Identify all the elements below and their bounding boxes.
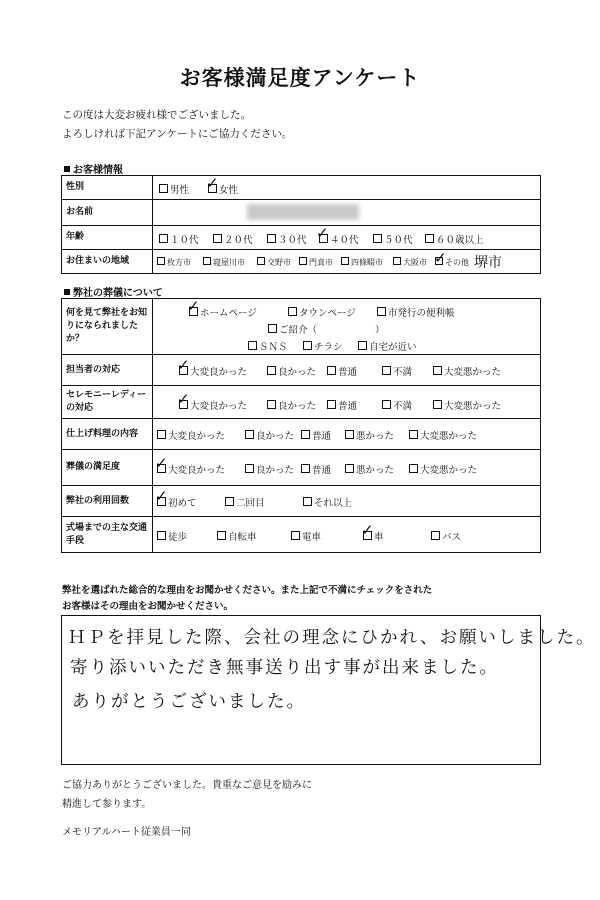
closing-line-1: ご協力ありがとうございました。貴重なご意見を励みに (62, 780, 312, 791)
option-katano[interactable]: 交野市 (257, 257, 291, 268)
closing-line-2: 精進して参ります。 (62, 799, 152, 810)
check-mark-icon: ✓ (155, 487, 168, 505)
intro-line-2: よろしければ下記アンケートにご協力ください。 (62, 128, 293, 140)
check-mark-icon: ✓ (434, 249, 447, 267)
transport-options (153, 517, 541, 553)
customer-info-table (61, 175, 541, 274)
food-label: 仕上げ料理の内容 (62, 419, 153, 450)
section-customer-info: お客様情報 (64, 161, 123, 176)
gender-label: 性別 (62, 176, 153, 200)
section-funeral: 弊社の葬儀について (64, 284, 163, 299)
check-mark-icon: ✓ (206, 174, 219, 192)
usage-label: 弊社の利用回数 (62, 486, 153, 517)
area-other-handwritten: 堺市 (474, 255, 502, 271)
option-good[interactable]: 良かった (245, 462, 294, 476)
option-average[interactable]: 普通 (327, 398, 357, 412)
gender-options (153, 176, 541, 200)
option-age-60plus[interactable]: ６０歳以上 (425, 232, 484, 246)
check-mark-icon: ✓ (187, 297, 200, 315)
redacted-name (247, 204, 359, 220)
option-female[interactable]: 女性 (208, 182, 238, 196)
option-very-bad[interactable]: 大変悪かった (433, 364, 501, 378)
option-sns[interactable]: ＳＮＳ (248, 339, 288, 353)
reason-note-line-1: 弊社を選ばれた総合的な理由をお聞かせください。また上記で不満にチェックをされた (62, 585, 433, 596)
option-dissatisfied[interactable]: 不満 (382, 398, 412, 412)
satisfaction-rating-options (153, 450, 541, 486)
comment-box[interactable] (61, 615, 596, 765)
option-very-good[interactable]: 大変良かった (157, 462, 225, 476)
staff-label: 担当者の対応 (62, 355, 153, 386)
option-bus[interactable]: バス (431, 529, 461, 543)
option-good[interactable]: 良かった (267, 398, 316, 412)
option-bad[interactable]: 悪かった (345, 462, 394, 476)
option-very-bad[interactable]: 大変悪かった (409, 428, 477, 442)
option-male[interactable]: 男性 (159, 182, 189, 196)
option-average[interactable]: 普通 (327, 364, 357, 378)
option-very-good[interactable]: 大変良かった (179, 398, 247, 412)
option-age-50s[interactable]: ５０代 (373, 232, 413, 246)
option-referral[interactable]: ご紹介（ ） (268, 322, 385, 336)
option-bicycle[interactable]: 自転車 (217, 529, 257, 543)
option-good[interactable]: 良かった (267, 364, 316, 378)
option-age-20s[interactable]: ２０代 (213, 232, 253, 246)
area-label: お住まいの地域 (62, 250, 153, 274)
check-mark-icon: ✓ (316, 224, 329, 242)
check-mark-icon: ✓ (177, 356, 190, 374)
usage-options (153, 486, 541, 517)
food-rating-options (153, 419, 541, 450)
page-title: お客様満足度アンケート (179, 66, 421, 90)
option-age-40s[interactable]: ４０代 (319, 232, 359, 246)
handwritten-comment-line-3: ありがとうございました。 (72, 692, 306, 712)
name-label: お名前 (62, 200, 153, 226)
reason-note-line-2: お客様はその理由をお聞かせください。 (62, 601, 234, 612)
option-kadoma[interactable]: 門真市 (299, 257, 333, 268)
transport-label: 式場までの主な交通手段 (62, 517, 153, 553)
check-mark-icon: ✓ (361, 521, 374, 539)
area-options (153, 250, 541, 274)
lady-rating-options (153, 386, 541, 419)
staff-rating-options (153, 355, 541, 386)
option-train[interactable]: 電車 (291, 529, 321, 543)
option-first-time[interactable]: 初めて (157, 495, 197, 509)
option-city-handbook[interactable]: 市発行の便利帳 (377, 305, 455, 319)
option-more[interactable]: それ以上 (303, 495, 352, 509)
source-options (153, 299, 541, 355)
age-label: 年齢 (62, 226, 153, 250)
option-near-home[interactable]: 自宅が近い (358, 339, 417, 353)
name-field[interactable] (153, 200, 541, 226)
option-osaka[interactable]: 大阪市 (393, 257, 427, 268)
option-very-bad[interactable]: 大変悪かった (409, 462, 477, 476)
option-neyagawa[interactable]: 寝屋川市 (203, 257, 245, 268)
option-age-10s[interactable]: １０代 (159, 232, 199, 246)
option-very-good[interactable]: 大変良かった (179, 364, 247, 378)
ceremony-lady-label: セレモニーレディーの対応 (62, 386, 153, 419)
closing-signature: メモリアルハート従業員一同 (62, 827, 191, 838)
intro-line-1: この度は大変お疲れ様でございました。 (62, 109, 251, 121)
age-options (153, 226, 541, 250)
option-townpage[interactable]: タウンページ (288, 305, 356, 319)
option-car[interactable]: 車 (363, 529, 384, 543)
option-other[interactable]: その他 (435, 257, 469, 268)
option-flyer[interactable]: チラシ (303, 339, 343, 353)
option-bad[interactable]: 悪かった (345, 428, 394, 442)
handwritten-comment-line-2: 寄り添いいただき無事送り出す事が出来ました。 (70, 658, 499, 678)
source-label: 何を見て弊社をお知りになられましたか？ (62, 299, 153, 355)
option-hirakata[interactable]: 枚方市 (157, 257, 191, 268)
option-age-30s[interactable]: ３０代 (267, 232, 307, 246)
option-homepage[interactable]: ホームページ (189, 305, 257, 319)
option-very-bad[interactable]: 大変悪かった (433, 398, 501, 412)
option-good[interactable]: 良かった (245, 428, 294, 442)
funeral-table (61, 298, 541, 553)
option-walk[interactable]: 徒歩 (157, 529, 187, 543)
option-very-good[interactable]: 大変良かった (157, 428, 225, 442)
check-mark-icon: ✓ (177, 390, 190, 408)
satisfaction-label: 葬儀の満足度 (62, 450, 153, 486)
option-second-time[interactable]: 二回目 (225, 495, 265, 509)
handwritten-comment-line-1: ＨＰを拝見した際、会社の理念にひかれ、お願いしました。 (68, 628, 596, 648)
check-mark-icon: ✓ (155, 454, 168, 472)
option-average[interactable]: 普通 (301, 462, 331, 476)
option-average[interactable]: 普通 (301, 428, 331, 442)
option-dissatisfied[interactable]: 不満 (382, 364, 412, 378)
option-shijonawate[interactable]: 四條畷市 (341, 257, 383, 268)
